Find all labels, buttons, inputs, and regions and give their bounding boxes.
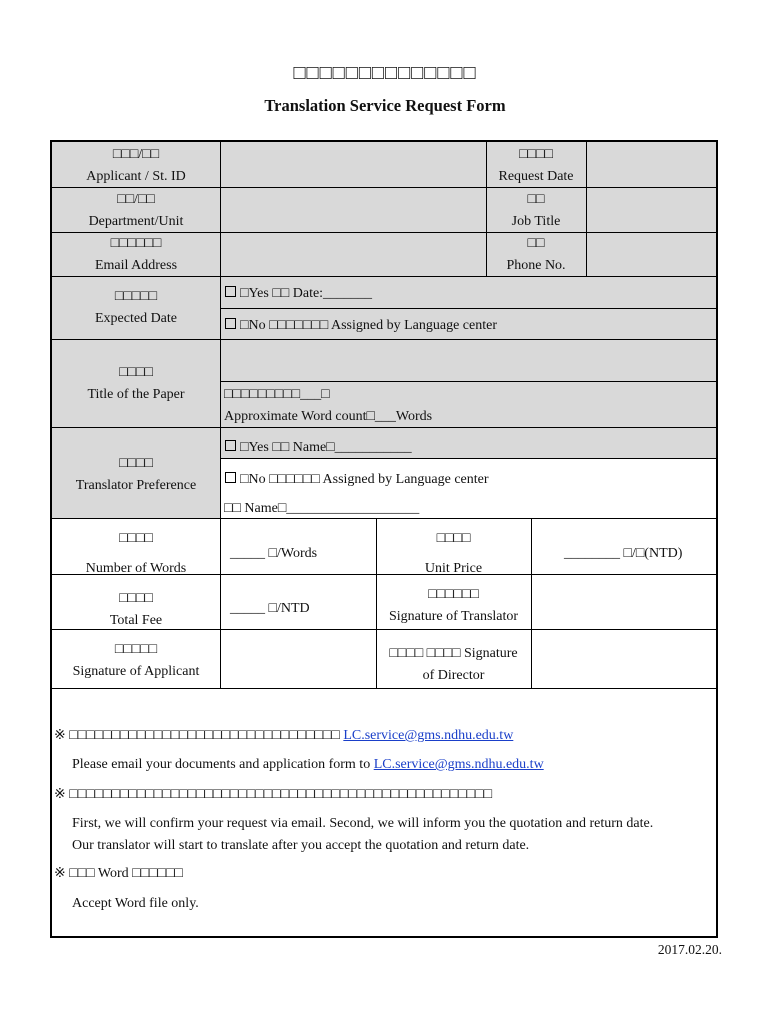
- paper-title-field[interactable]: [221, 340, 716, 381]
- checkbox-icon[interactable]: [225, 440, 236, 451]
- sig-applicant-label: □□□□□ Signature of Applicant: [72, 642, 200, 679]
- reference-mark-icon: ※: [54, 728, 66, 743]
- sig-translator-field[interactable]: [532, 575, 716, 629]
- email-link[interactable]: LC.service@gms.ndhu.edu.tw: [343, 728, 514, 743]
- note-2-en-line2: Our translator will start to translate after you accept the quotation and return date.: [72, 838, 530, 853]
- request-date-label: □□□□ Request Date: [498, 147, 574, 184]
- note-3-en: Accept Word file only.: [72, 896, 199, 911]
- form-frame: [50, 140, 718, 938]
- request-date-field[interactable]: [587, 143, 716, 187]
- note-2-en-line1: First, we will confirm your request via email. Second, we will inform you the quotation and return date.: [72, 816, 654, 831]
- translator-name-line[interactable]: □□ Name□___________________: [224, 501, 420, 516]
- word-count-zh: □□□□□□□□□___□: [224, 387, 330, 402]
- paper-title-label: □□□□ Title of the Paper: [87, 365, 185, 402]
- checkbox-icon[interactable]: [225, 286, 236, 297]
- note-1-zh: ※ □□□□□□□□□□□□□□□□□□□□□□□□□□□□□□□□ LC.service@gms.ndhu.edu.tw: [54, 728, 514, 743]
- sig-director-label: □□□□ □□□□ Signature of Director: [389, 646, 518, 683]
- applicant-label: □□□/□□ Applicant / St. ID: [86, 147, 186, 184]
- expected-date-no-option[interactable]: □No □□□□□□□ Assigned by Language center: [225, 316, 497, 336]
- expected-date-label: □□□□□ Expected Date: [94, 289, 177, 326]
- job-title-label: □□ Job Title: [511, 192, 561, 229]
- note-2-zh: ※ □□□□□□□□□□□□□□□□□□□□□□□□□□□□□□□□□□□□□□□□□□□□□□□□□□: [54, 787, 493, 802]
- translator-yes-option[interactable]: □Yes □□ Name□___________: [225, 438, 412, 458]
- reference-mark-icon: ※: [54, 787, 66, 802]
- unit-price-field[interactable]: ________ □/□(NTD): [564, 546, 683, 561]
- job-title-field[interactable]: [587, 188, 716, 232]
- email-link-en[interactable]: LC.service@gms.ndhu.edu.tw: [373, 757, 544, 772]
- form-version-date: 2017.02.20.: [657, 942, 722, 957]
- form-title-en: Translation Service Request Form: [264, 96, 506, 115]
- note-1-en: Please email your documents and application form to LC.service@gms.ndhu.edu.tw: [72, 757, 544, 772]
- reference-mark-icon: ※: [54, 866, 66, 881]
- num-words-field[interactable]: _____ □/Words: [230, 546, 318, 561]
- sig-director-field[interactable]: [532, 630, 716, 688]
- translator-no-option[interactable]: □No □□□□□□ Assigned by Language center: [225, 470, 489, 490]
- expected-date-yes-option[interactable]: □Yes □□ Date:_______: [225, 284, 372, 304]
- total-fee-field[interactable]: _____ □/NTD: [230, 601, 310, 616]
- num-words-label: □□□□ Number of Words: [85, 531, 187, 576]
- email-label: □□□□□□ Email Address: [94, 236, 178, 273]
- form-title-zh: □□□□□□□□□□□□□□: [293, 62, 477, 84]
- note-3-zh: ※ □□□ Word □□□□□□: [54, 866, 183, 881]
- department-label: □□/□□ Department/Unit: [88, 192, 184, 229]
- phone-field[interactable]: [587, 233, 716, 276]
- total-fee-label: □□□□ Total Fee: [109, 591, 163, 628]
- email-field[interactable]: [221, 233, 486, 276]
- translator-pref-label: □□□□ Translator Preference: [75, 456, 197, 493]
- word-count-en: Approximate Word count□___Words: [224, 409, 433, 424]
- unit-price-label: □□□□ Unit Price: [424, 531, 483, 576]
- department-field[interactable]: [221, 188, 486, 232]
- sig-translator-label: □□□□□□ Signature of Translator: [388, 587, 519, 624]
- applicant-field[interactable]: [221, 143, 486, 187]
- checkbox-icon[interactable]: [225, 318, 236, 329]
- sig-applicant-field[interactable]: [221, 630, 376, 688]
- phone-label: □□ Phone No.: [506, 236, 566, 273]
- checkbox-icon[interactable]: [225, 472, 236, 483]
